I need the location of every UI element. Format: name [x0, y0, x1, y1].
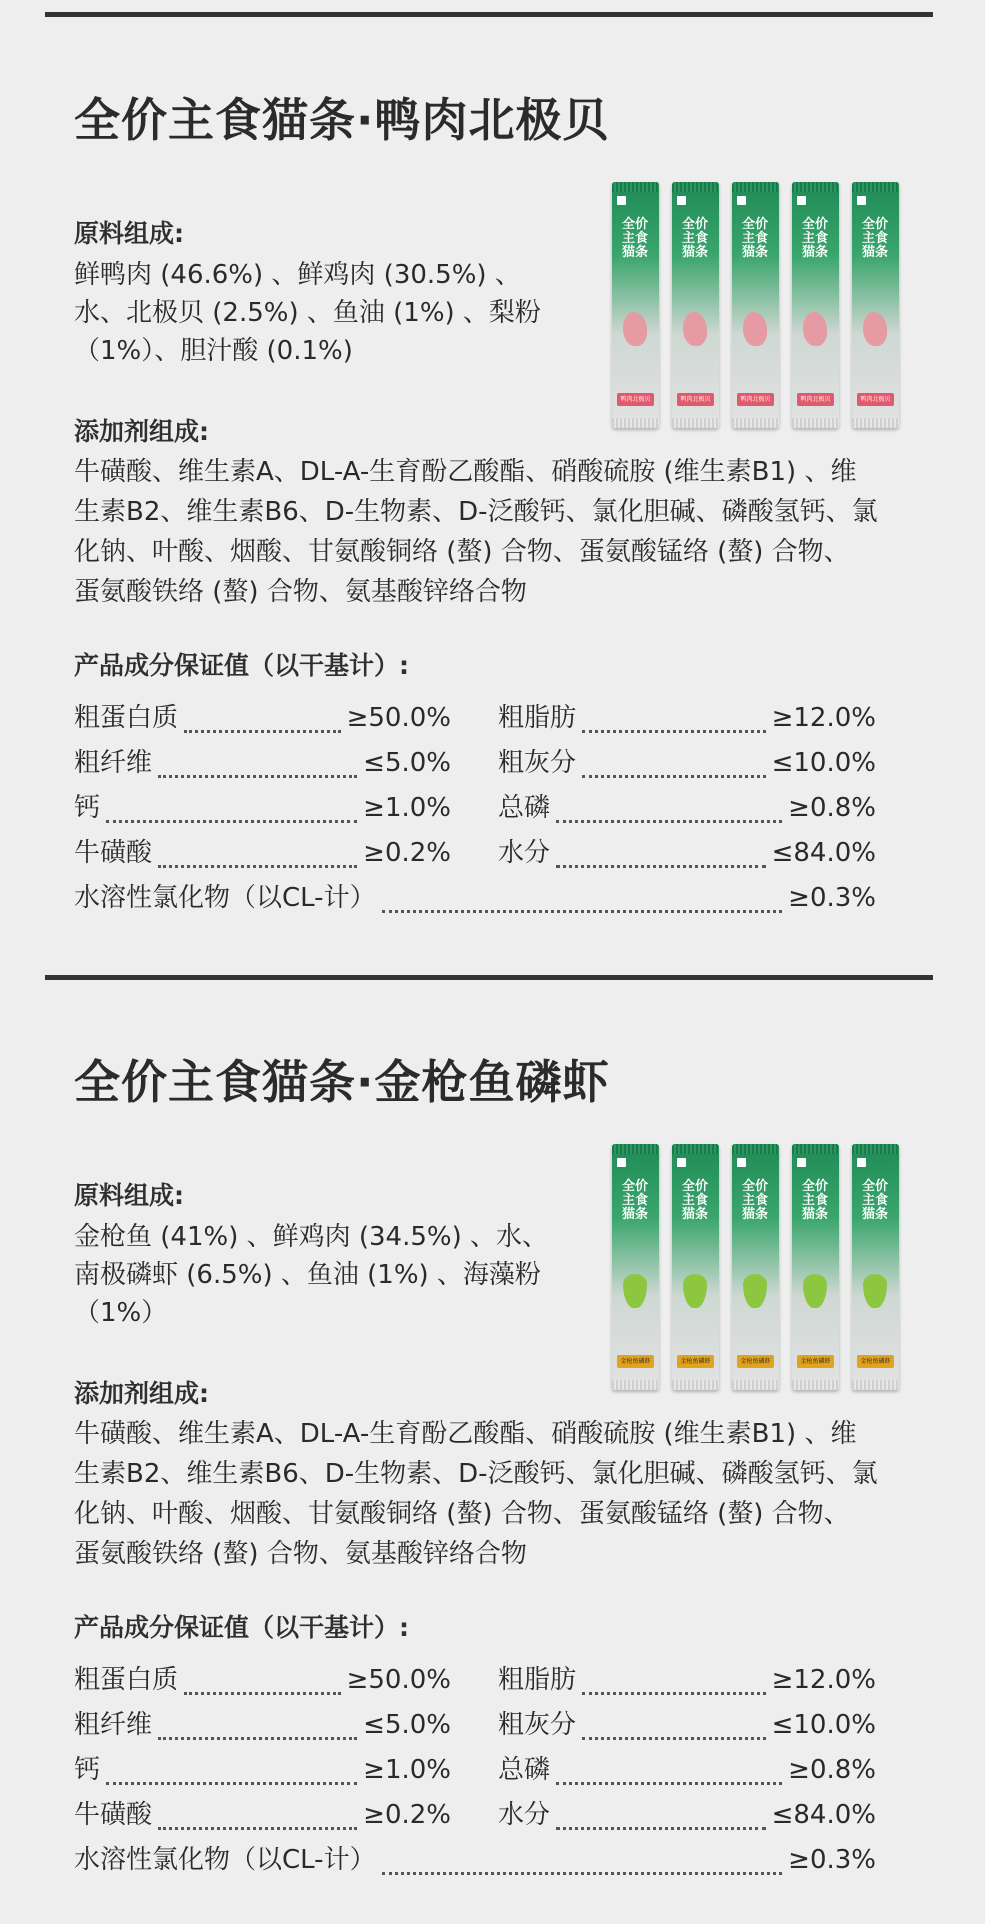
stick-brand: 全价主食猫条 [681, 217, 708, 260]
guarantee-name: 水溶性氯化物（以CL-计） [74, 883, 376, 913]
guarantee-name: 牛磺酸 [74, 1800, 153, 1830]
fish-icon [803, 1274, 827, 1308]
leader-dots [158, 1737, 357, 1740]
guarantee-value: ≥0.2% [363, 838, 451, 868]
flavor-tag: 鸭肉北极贝 [677, 393, 714, 406]
product-stick [792, 182, 839, 428]
guarantee-name: 粗纤维 [74, 748, 153, 778]
guarantee-heading: 产品成分保证值（以干基计）: [74, 1613, 409, 1642]
guarantee-row [498, 743, 876, 783]
duck-icon [803, 312, 827, 346]
guarantee-row [74, 698, 451, 738]
guarantee-row [498, 1660, 876, 1700]
guarantee-row [498, 698, 876, 738]
duck-icon [683, 312, 707, 346]
guarantee-name: 粗灰分 [498, 1710, 577, 1740]
guarantee-value: ≤10.0% [771, 1710, 876, 1740]
fish-icon [623, 1274, 647, 1308]
guarantee-value: ≥0.2% [363, 1800, 451, 1830]
leader-dots [556, 1827, 766, 1830]
leader-dots [106, 820, 357, 823]
guarantee-row [498, 1795, 876, 1835]
guarantee-row [498, 788, 876, 828]
guarantee-row [498, 833, 876, 873]
product-stick [672, 182, 719, 428]
guarantee-name: 粗纤维 [74, 1710, 153, 1740]
leader-dots [158, 865, 357, 868]
product-title: 全价主食猫条·金枪鱼磷虾 [74, 1055, 610, 1109]
flavor-tag: 鸭肉北极贝 [857, 393, 894, 406]
guarantee-value: ≤84.0% [771, 1800, 876, 1830]
leader-dots [184, 730, 341, 733]
section-divider [45, 12, 933, 17]
leader-dots [106, 1782, 357, 1785]
fish-icon [683, 1274, 707, 1308]
stick-brand: 全价主食猫条 [861, 217, 888, 260]
leader-dots [556, 820, 782, 823]
guarantee-name: 钙 [74, 793, 101, 823]
product-stick [732, 182, 779, 428]
guarantee-row [498, 1750, 876, 1790]
product-section-tuna [0, 962, 985, 1924]
product-stick [852, 1144, 899, 1390]
guarantee-row [74, 1750, 451, 1790]
additive-line: 化钠、叶酸、烟酸、甘氨酸铜络 (螯) 合物、蛋氨酸锰络 (螯) 合物、 [74, 1499, 850, 1529]
fish-icon [743, 1274, 767, 1308]
product-stick [672, 1144, 719, 1390]
raw-line: 水、北极贝 (2.5%) 、鱼油 (1%) 、梨粉 [74, 298, 541, 328]
stick-brand: 全价主食猫条 [621, 1179, 648, 1222]
guarantee-value: ≥12.0% [771, 1665, 876, 1695]
guarantee-name: 粗蛋白质 [74, 1665, 179, 1695]
guarantee-value: ≤5.0% [363, 748, 451, 778]
leader-dots [556, 865, 766, 868]
additive-line: 化钠、叶酸、烟酸、甘氨酸铜络 (螯) 合物、蛋氨酸锰络 (螯) 合物、 [74, 537, 850, 567]
flavor-tag: 鸭肉北极贝 [617, 393, 654, 406]
guarantee-name: 水溶性氯化物（以CL-计） [74, 1845, 376, 1875]
leader-dots [382, 910, 783, 913]
leader-dots [582, 730, 766, 733]
product-stick [612, 1144, 659, 1390]
section-divider [45, 975, 933, 980]
product-stick [612, 182, 659, 428]
guarantee-row [74, 878, 876, 918]
leader-dots [582, 775, 766, 778]
guarantee-heading: 产品成分保证值（以干基计）: [74, 651, 409, 680]
guarantee-value: ≤84.0% [771, 838, 876, 868]
guarantee-value: ≥1.0% [363, 793, 451, 823]
flavor-tag: 鸭肉北极贝 [797, 393, 834, 406]
additives-heading: 添加剂组成: [74, 417, 209, 446]
flavor-tag: 金枪鱼磷虾 [737, 1355, 774, 1368]
guarantee-row [74, 1660, 451, 1700]
guarantee-value: ≥0.8% [788, 793, 876, 823]
additives-text [74, 452, 914, 612]
guarantee-value: ≤5.0% [363, 1710, 451, 1740]
stick-brand: 全价主食猫条 [621, 217, 648, 260]
stick-brand: 全价主食猫条 [741, 1179, 768, 1222]
guarantee-value: ≥50.0% [346, 703, 451, 733]
additive-line: 蛋氨酸铁络 (螯) 合物、氨基酸锌络合物 [74, 1539, 527, 1569]
additive-line: 生素B2、维生素B6、D-生物素、D-泛酸钙、氯化胆碱、磷酸氢钙、氯 [74, 1459, 878, 1489]
leader-dots [184, 1692, 341, 1695]
guarantee-row [498, 1705, 876, 1745]
raw-materials-text [74, 1218, 554, 1332]
guarantee-name: 粗脂肪 [498, 1665, 577, 1695]
additives-text [74, 1414, 914, 1574]
guarantee-name: 钙 [74, 1755, 101, 1785]
guarantee-name: 粗脂肪 [498, 703, 577, 733]
additive-line: 牛磺酸、维生素A、DL-A-生育酚乙酸酯、硝酸硫胺 (维生素B1) 、维 [74, 1419, 857, 1449]
leader-dots [382, 1872, 783, 1875]
additives-heading: 添加剂组成: [74, 1379, 209, 1408]
additive-line: 蛋氨酸铁络 (螯) 合物、氨基酸锌络合物 [74, 577, 527, 607]
guarantee-name: 牛磺酸 [74, 838, 153, 868]
guarantee-name: 粗蛋白质 [74, 703, 179, 733]
guarantee-row [74, 1705, 451, 1745]
duck-icon [743, 312, 767, 346]
product-stick [852, 182, 899, 428]
guarantee-value: ≥50.0% [346, 1665, 451, 1695]
guarantee-value: ≥12.0% [771, 703, 876, 733]
fish-icon [863, 1274, 887, 1308]
stick-brand: 全价主食猫条 [861, 1179, 888, 1222]
product-image [612, 182, 902, 430]
stick-brand: 全价主食猫条 [741, 217, 768, 260]
additive-line: 牛磺酸、维生素A、DL-A-生育酚乙酸酯、硝酸硫胺 (维生素B1) 、维 [74, 457, 857, 487]
guarantee-name: 总磷 [498, 793, 551, 823]
guarantee-value: ≥0.3% [788, 1845, 876, 1875]
stick-brand: 全价主食猫条 [681, 1179, 708, 1222]
flavor-tag: 金枪鱼磷虾 [617, 1355, 654, 1368]
raw-line: 鲜鸭肉 (46.6%) 、鲜鸡肉 (30.5%) 、 [74, 260, 521, 290]
product-stick [792, 1144, 839, 1390]
guarantee-row [74, 1840, 876, 1880]
flavor-tag: 金枪鱼磷虾 [797, 1355, 834, 1368]
guarantee-value: ≥1.0% [363, 1755, 451, 1785]
additive-line: 生素B2、维生素B6、D-生物素、D-泛酸钙、氯化胆碱、磷酸氢钙、氯 [74, 497, 878, 527]
raw-line: （1%）、胆汁酸 (0.1%) [74, 336, 353, 366]
raw-materials-text [74, 256, 554, 370]
flavor-tag: 金枪鱼磷虾 [677, 1355, 714, 1368]
guarantee-row [74, 1795, 451, 1835]
guarantee-name: 粗灰分 [498, 748, 577, 778]
flavor-tag: 金枪鱼磷虾 [857, 1355, 894, 1368]
leader-dots [158, 775, 357, 778]
duck-icon [863, 312, 887, 346]
guarantee-value: ≤10.0% [771, 748, 876, 778]
flavor-tag: 鸭肉北极贝 [737, 393, 774, 406]
product-title: 全价主食猫条·鸭肉北极贝 [74, 93, 610, 147]
guarantee-name: 总磷 [498, 1755, 551, 1785]
stick-brand: 全价主食猫条 [801, 217, 828, 260]
leader-dots [582, 1737, 766, 1740]
guarantee-row [74, 743, 451, 783]
raw-line: 南极磷虾 (6.5%) 、鱼油 (1%) 、海藻粉 [74, 1260, 541, 1290]
raw-line: 金枪鱼 (41%) 、鲜鸡肉 (34.5%) 、水、 [74, 1222, 549, 1252]
product-stick [732, 1144, 779, 1390]
product-image [612, 1144, 902, 1392]
leader-dots [582, 1692, 766, 1695]
guarantee-row [74, 788, 451, 828]
guarantee-name: 水分 [498, 838, 551, 868]
raw-materials-heading: 原料组成: [74, 219, 184, 248]
stick-brand: 全价主食猫条 [801, 1179, 828, 1222]
guarantee-name: 水分 [498, 1800, 551, 1830]
guarantee-row [74, 833, 451, 873]
guarantee-value: ≥0.3% [788, 883, 876, 913]
raw-materials-heading: 原料组成: [74, 1181, 184, 1210]
raw-line: （1%） [74, 1298, 168, 1328]
leader-dots [556, 1782, 782, 1785]
duck-icon [623, 312, 647, 346]
leader-dots [158, 1827, 357, 1830]
guarantee-value: ≥0.8% [788, 1755, 876, 1785]
